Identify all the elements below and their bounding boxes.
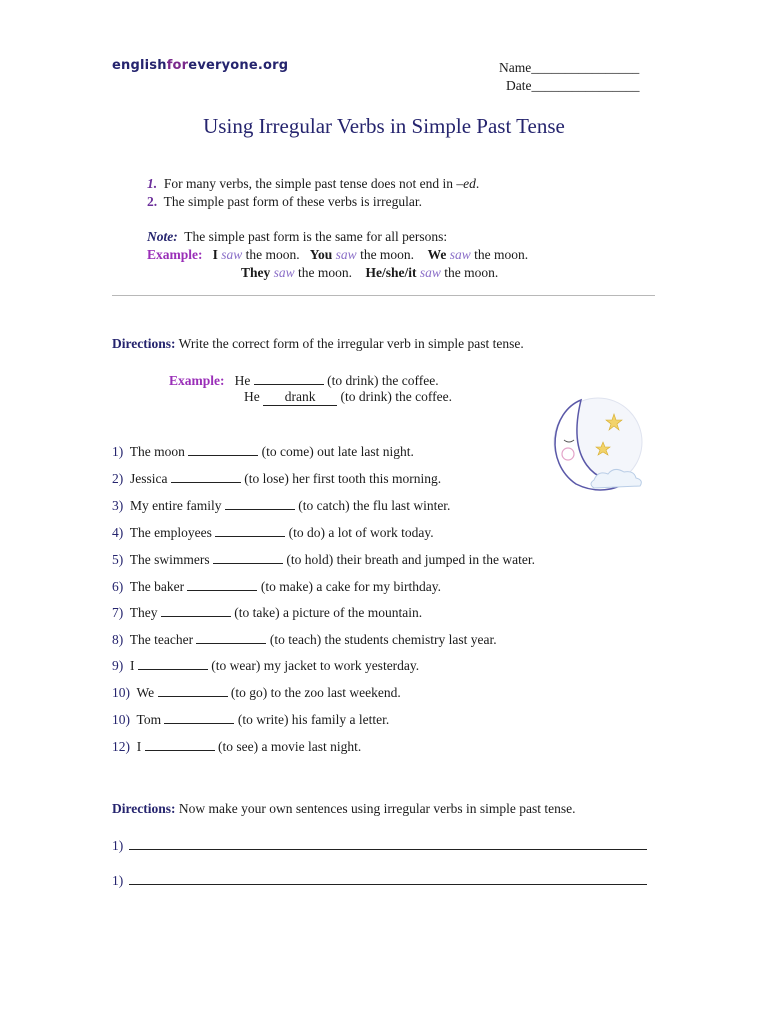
question-number: 4) (112, 525, 124, 540)
question-number: 1) (112, 444, 124, 459)
directions-2 (112, 801, 576, 817)
logo-text-english: english (112, 58, 167, 73)
answer-blank[interactable] (215, 524, 285, 537)
rest: the moon. (474, 247, 529, 262)
directions-label: Directions: (112, 336, 176, 351)
question-end: (to come) out late last night. (261, 444, 414, 459)
answer-blank[interactable] (158, 684, 228, 697)
example-question (169, 372, 439, 389)
question-end: (to teach) the students chemistry last year. (269, 632, 497, 647)
question-end: (to go) to the zoo last weekend. (230, 685, 401, 700)
example-blank (254, 372, 324, 385)
answer-blank[interactable] (188, 443, 258, 456)
question-number: 6) (112, 579, 124, 594)
question-number: 2) (112, 471, 124, 486)
answer-blank[interactable] (138, 657, 208, 670)
date-label: Date (506, 78, 532, 93)
verb: saw (221, 247, 243, 262)
directions-1 (112, 336, 524, 352)
question-start: I (136, 739, 142, 754)
example-subject: He (244, 389, 260, 404)
rule-1 (147, 176, 479, 192)
question-item (112, 551, 535, 568)
question-number: 10) (112, 685, 130, 700)
question-end: (to lose) her first tooth this morning. (244, 471, 442, 486)
question-end: (to hold) their breath and jumped in the water. (286, 552, 535, 567)
logo-text-everyone: everyone.org (188, 58, 289, 73)
example-rest: (to drink) the coffee. (340, 389, 452, 404)
question-item (112, 604, 422, 621)
date-field[interactable] (506, 78, 639, 94)
answer-blank[interactable] (225, 497, 295, 510)
subject: You (309, 247, 333, 262)
question-start: The baker (129, 579, 185, 594)
answer-blank[interactable] (196, 631, 266, 644)
question-number: 5) (112, 552, 124, 567)
rest: the moon. (444, 265, 499, 280)
own-sentence-line (112, 837, 647, 854)
question-end: (to take) a picture of the mountain. (234, 605, 423, 620)
question-end: (to see) a movie last night. (218, 739, 362, 754)
question-start: We (136, 685, 155, 700)
answer-blank[interactable] (161, 604, 231, 617)
example-label: Example: (169, 373, 225, 388)
question-number: 8) (112, 632, 124, 647)
question-item (112, 684, 401, 701)
question-number: 12) (112, 739, 130, 754)
subject: We (427, 247, 447, 262)
note-label: Note: (147, 229, 178, 244)
name-line: ________________ (531, 60, 640, 75)
example-subject: He (234, 373, 251, 388)
name-label: Name (499, 60, 532, 75)
question-start: The moon (129, 444, 185, 459)
line-number: 1) (112, 873, 124, 888)
question-start: My entire family (130, 498, 222, 513)
rule-text: The simple past form of these verbs is irregular. (163, 194, 422, 209)
verb: saw (273, 265, 295, 280)
question-start: I (130, 658, 135, 673)
question-item (112, 443, 414, 460)
question-number: 9) (112, 658, 124, 673)
example-answer (244, 389, 452, 406)
question-start: Tom (136, 712, 162, 727)
question-item (112, 524, 434, 541)
question-item (112, 711, 389, 728)
question-number: 10) (112, 712, 130, 727)
rest: the moon. (298, 265, 353, 280)
question-start: The employees (129, 525, 212, 540)
divider (112, 295, 655, 296)
verb: saw (449, 247, 471, 262)
example-answer-word: drank (263, 389, 337, 406)
example-rest: (to drink) the coffee. (327, 373, 439, 388)
note-example-line-2 (241, 265, 498, 281)
question-start: The swimmers (129, 552, 210, 567)
question-start: The teacher (129, 632, 197, 647)
question-end: (to wear) my jacket to work yesterday. (211, 658, 420, 673)
answer-blank[interactable] (164, 711, 234, 724)
directions-text: Now make your own sentences using irregular verbs in simple past tense. (178, 801, 576, 816)
rule-number: 2. (147, 194, 158, 209)
example-label: Example: (147, 247, 203, 262)
question-end: (to catch) the flu last winter. (298, 498, 451, 513)
subject: They (241, 265, 271, 280)
moon-illustration (536, 392, 666, 497)
answer-blank[interactable] (187, 578, 257, 591)
directions-label: Directions: (112, 801, 176, 816)
question-end: (to write) his family a letter. (237, 712, 390, 727)
question-number: 3) (112, 498, 124, 513)
question-item (112, 657, 419, 674)
rule-italic: –ed (456, 176, 476, 191)
answer-blank[interactable] (171, 470, 241, 483)
subject: He/she/it (365, 265, 417, 280)
rule-end: . (475, 176, 480, 191)
name-field[interactable] (499, 60, 639, 76)
page-title: Using Irregular Verbs in Simple Past Tense (203, 114, 565, 138)
rule-text: For many verbs, the simple past tense does not end in (163, 176, 457, 191)
line-number: 1) (112, 838, 124, 853)
question-number: 7) (112, 605, 124, 620)
question-start: They (129, 605, 158, 620)
note-text: The simple past form is the same for all persons: (184, 229, 448, 244)
sentence-blank[interactable] (129, 837, 647, 850)
rule-number: 1. (147, 176, 158, 191)
directions-text: Write the correct form of the irregular verb in simple past tense. (178, 336, 524, 351)
rest: the moon. (360, 247, 415, 262)
question-item (112, 631, 497, 648)
question-start: Jessica (130, 471, 168, 486)
question-item (112, 738, 361, 755)
question-item (112, 497, 450, 514)
own-sentence-line (112, 872, 647, 889)
question-item (112, 470, 441, 487)
subject: I (212, 247, 218, 262)
site-logo (112, 58, 288, 73)
date-line: ________________ (531, 78, 640, 93)
verb: saw (419, 265, 441, 280)
question-end: (to make) a cake for my birthday. (260, 579, 442, 594)
note (147, 229, 447, 245)
answer-blank[interactable] (145, 738, 215, 751)
rest: the moon. (245, 247, 300, 262)
rule-2 (147, 194, 422, 210)
question-item (112, 578, 441, 595)
question-end: (to do) a lot of work today. (288, 525, 434, 540)
answer-blank[interactable] (213, 551, 283, 564)
note-example-line-1 (147, 247, 528, 263)
verb: saw (335, 247, 357, 262)
sentence-blank[interactable] (129, 872, 647, 885)
logo-text-for: for (166, 58, 189, 73)
